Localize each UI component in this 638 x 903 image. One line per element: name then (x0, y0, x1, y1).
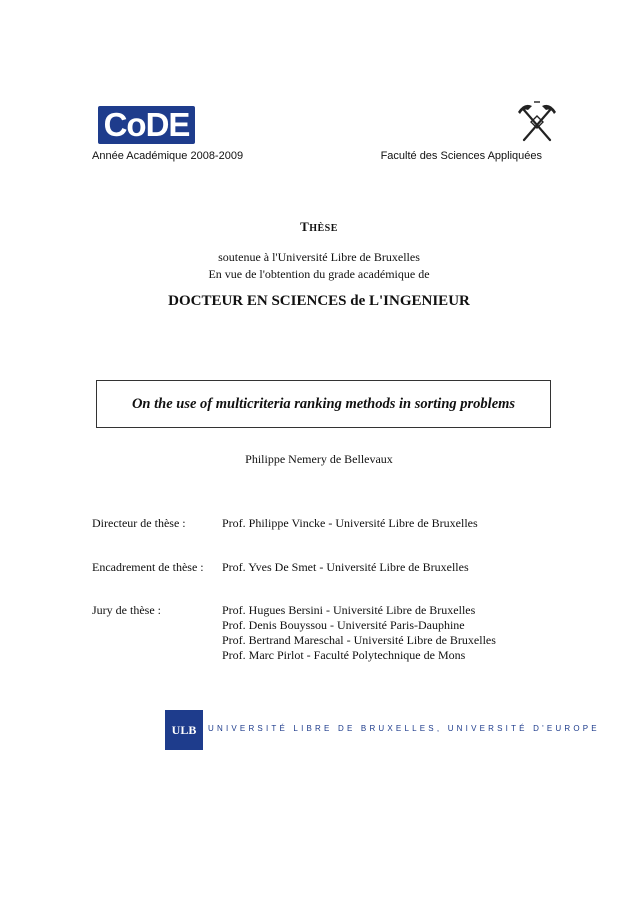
grade-title: DOCTEUR EN SCIENCES de L'INGENIEUR (168, 293, 470, 309)
author-name: Philippe Nemery de Bellevaux (245, 452, 393, 466)
academic-year: Année Académique 2008-2009 (92, 150, 244, 162)
thesis-title-box (96, 380, 551, 428)
thesis-title: On the use of multicriteria ranking methods in sorting problems (131, 395, 516, 412)
encadrement-value: Prof. Yves De Smet - Université Libre de Bruxelles (222, 560, 469, 574)
directeur-label: Directeur de thèse : (92, 516, 186, 530)
jury-list (222, 603, 496, 663)
jury-label: Jury de thèse : (92, 603, 161, 617)
these-rest: HÈSE (309, 223, 338, 234)
directeur-value: Prof. Philippe Vincke - Université Libre de Bruxelles (222, 516, 478, 530)
these-initial: T (300, 219, 310, 234)
crossed-pickaxes-icon (514, 100, 560, 146)
ulb-logo (165, 710, 203, 750)
faculty-name: Faculté des Sciences Appliquées (380, 150, 542, 162)
jury-member: Prof. Marc Pirlot - Faculté Polytechnique de Mons (222, 648, 466, 662)
code-logo (98, 106, 195, 144)
ulb-tagline: UNIVERSITÉ LIBRE DE BRUXELLES, UNIVERSITÉ D'EUROPE (208, 724, 600, 733)
soutenue-line: soutenue à l'Université Libre de Bruxelles (218, 250, 420, 264)
ulb-logo-text: ULB (171, 722, 197, 737)
jury-member: Prof. Hugues Bersini - Université Libre de Bruxelles (222, 603, 476, 617)
jury-member: Prof. Bertrand Mareschal - Université Libre de Bruxelles (222, 633, 496, 647)
code-logo-text: CoDE (103, 106, 190, 143)
encadrement-label: Encadrement de thèse : (92, 560, 204, 574)
jury-member: Prof. Denis Bouyssou - Université Paris-Dauphine (222, 618, 465, 632)
these-heading (0, 219, 638, 235)
obtention-line: En vue de l'obtention du grade académique de (208, 267, 430, 281)
